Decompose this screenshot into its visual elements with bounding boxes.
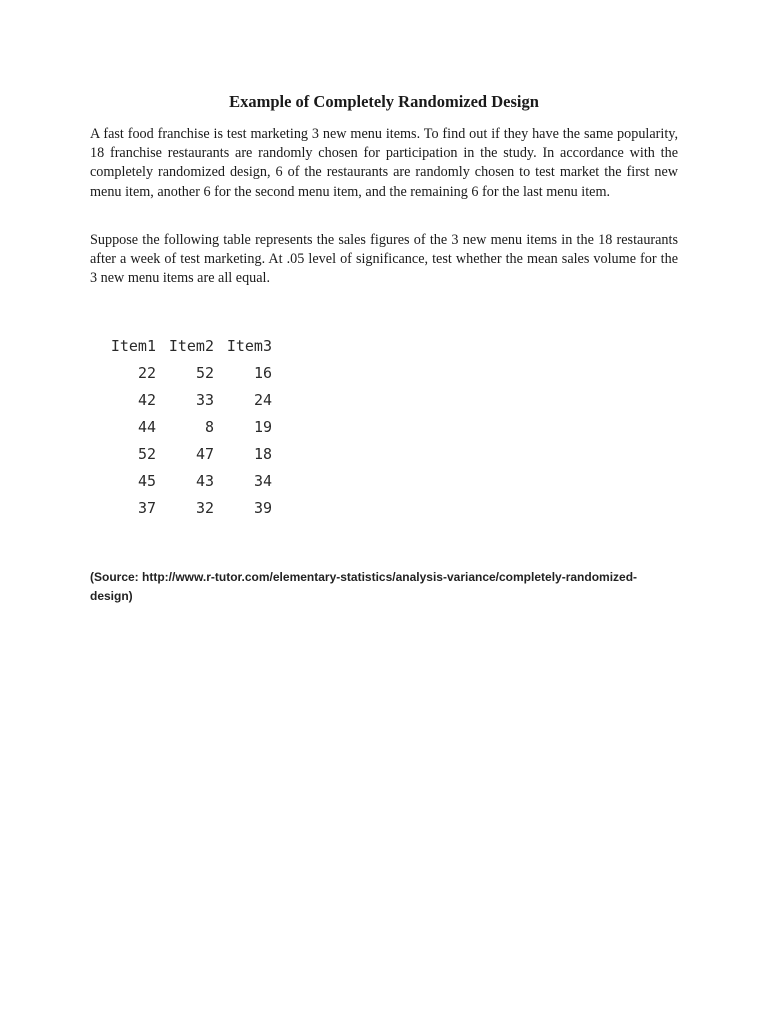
page-title: Example of Completely Randomized Design <box>229 92 539 111</box>
table-cell: 37 <box>137 498 156 517</box>
table-cell: 44 <box>137 417 156 436</box>
column-header: Item3 <box>226 337 272 355</box>
table-cell: 32 <box>195 498 214 517</box>
column-header: Item1 <box>110 337 156 355</box>
table-row <box>98 359 272 386</box>
table-row <box>98 467 272 494</box>
table-cell: 52 <box>195 363 214 382</box>
table-row <box>98 386 272 413</box>
table-cell: 16 <box>253 363 272 382</box>
table-row <box>98 413 272 440</box>
question-paragraph: Suppose the following table represents the sales figures of the 3 new menu items in the 18 restaurants after a week of test marketing. At .05 level of significance, test whether the mean sales volume for the 3 new menu items are all equal. <box>90 232 678 287</box>
column-header: Item2 <box>168 337 214 355</box>
table-row <box>98 440 272 467</box>
table-cell: 22 <box>137 363 156 382</box>
table-cell: 45 <box>137 471 156 490</box>
table-header-row <box>98 333 272 359</box>
sales-table <box>98 333 272 521</box>
table-cell: 19 <box>253 417 272 436</box>
table-cell: 52 <box>137 444 156 463</box>
table-cell: 42 <box>137 390 156 409</box>
table-cell: 8 <box>204 417 214 436</box>
table-cell: 43 <box>195 471 214 490</box>
source-citation: (Source: http://www.r-tutor.com/elementary-statistics/analysis-variance/completely-randomized-design) <box>90 570 638 603</box>
table-row <box>98 494 272 521</box>
table-cell: 34 <box>253 471 272 490</box>
table-cell: 39 <box>253 498 272 517</box>
table-cell: 47 <box>195 444 214 463</box>
table-cell: 18 <box>253 444 272 463</box>
table-cell: 24 <box>253 390 272 409</box>
intro-paragraph: A fast food franchise is test marketing 3 new menu items. To find out if they have the same popularity, 18 franchise restaurants are randomly chosen for participation in the study. In accordance with the completely randomized design, 6 of the restaurants are randomly chosen to test market the first new menu item, another 6 for the second menu item, and the remaining 6 for the last menu item. <box>90 126 678 200</box>
table-cell: 33 <box>195 390 214 409</box>
